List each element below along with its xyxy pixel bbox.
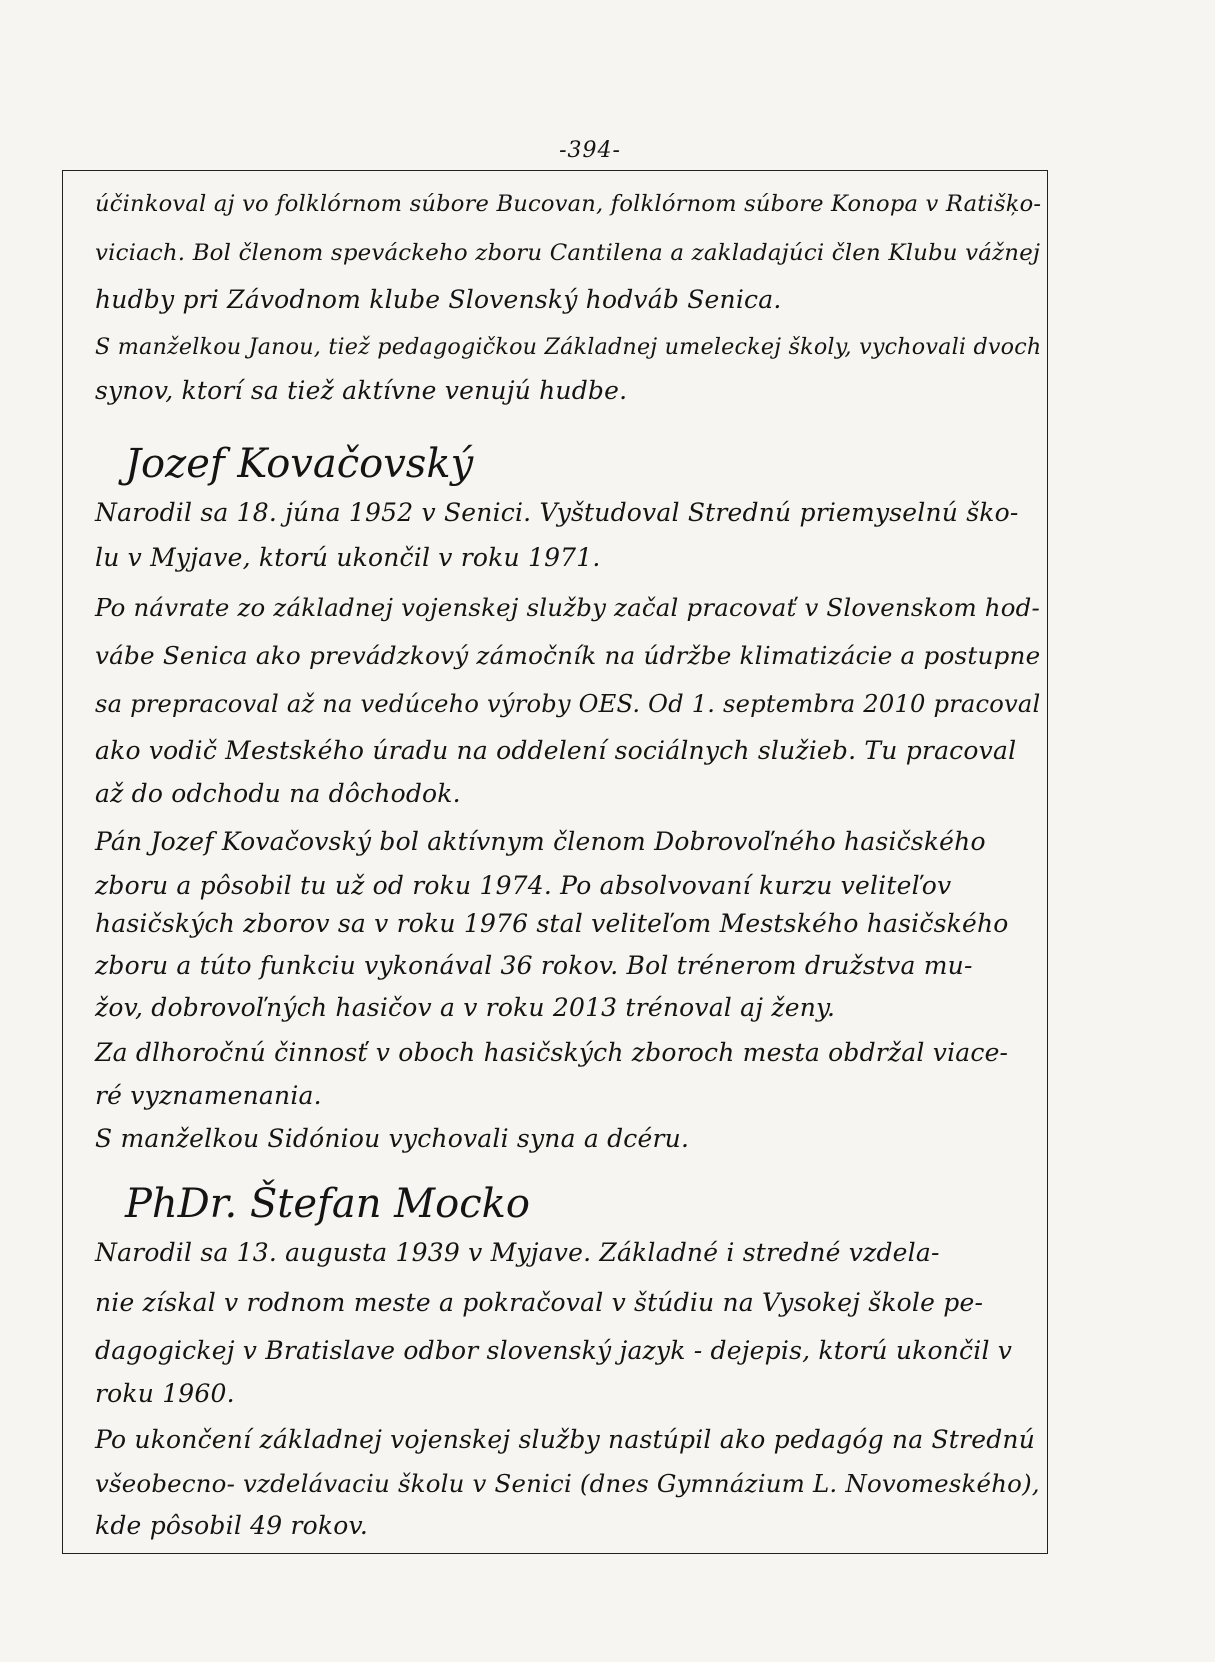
text-line: nie získal v rodnom meste a pokračoval v štúdiu na Vysokej škole pe- <box>95 1288 984 1317</box>
text-line: dagogickej v Bratislave odbor slovenský jazyk - dejepis, ktorú ukončil v <box>95 1336 1013 1365</box>
text-line: Pán Jozef Kovačovský bol aktívnym členom Dobrovoľného hasičského <box>95 827 986 856</box>
text-line: Po návrate zo základnej vojenskej služby začal pracovať v Slovenskom hod- <box>95 593 1040 622</box>
text-line: ako vodič Mestského úradu na oddelení sociálnych služieb. Tu pracoval <box>95 736 1017 765</box>
text-line: sa prepracoval až na vedúceho výroby OES. Od 1. septembra 2010 pracoval <box>95 690 1041 718</box>
text-line: Narodil sa 13. augusta 1939 v Myjave. Základné i stredné vzdela- <box>95 1238 940 1267</box>
person-name-heading: Jozef Kovačovský <box>125 441 474 487</box>
page-number: -394- <box>559 138 621 163</box>
text-line: S manželkou Sidóniou vychovali syna a dcéru. <box>95 1124 690 1153</box>
text-line: ré vyznamenania. <box>95 1081 322 1110</box>
text-line: účinkoval aj vo folklórnom súbore Bucovan, folklórnom súbore Konopa v Ratišķo- <box>95 191 1042 217</box>
text-line: zboru a pôsobil tu už od roku 1974. Po absolvovaní kurzu veliteľov <box>95 871 952 900</box>
text-line: Po ukončení základnej vojenskej služby nastúpil ako pedagóg na Strednú <box>95 1425 1036 1454</box>
text-line: všeobecno- vzdelávaciu školu v Senici (dnes Gymnázium L. Novomeského), <box>95 1469 1040 1498</box>
text-line: synov, ktorí sa tiež aktívne venujú hudbe. <box>95 376 628 405</box>
text-line: hasičských zborov sa v roku 1976 stal veliteľom Mestského hasičského <box>95 909 1009 938</box>
text-line: S manželkou Janou, tiež pedagogičkou Základnej umeleckej školy, vychovali dvoch <box>95 334 1042 360</box>
text-line: kde pôsobil 49 rokov. <box>95 1511 369 1540</box>
text-line: hudby pri Závodnom klube Slovenský hodváb Senica. <box>95 285 782 314</box>
text-line: až do odchodu na dôchodok. <box>95 779 461 808</box>
text-line: Narodil sa 18. júna 1952 v Senici. Vyštudoval Strednú priemyselnú ško- <box>95 498 1019 527</box>
text-line: lu v Myjave, ktorú ukončil v roku 1971. <box>95 543 601 572</box>
text-line: roku 1960. <box>95 1379 235 1408</box>
person-name-heading: PhDr. Štefan Mocko <box>125 1181 530 1227</box>
text-line: Za dlhoročnú činnosť v oboch hasičských zboroch mesta obdržal viace- <box>95 1038 1009 1067</box>
text-line: žov, dobrovoľných hasičov a v roku 2013 trénoval aj ženy. <box>95 993 836 1022</box>
text-line: viciach. Bol členom speváckeho zboru Cantilena a zakladajúci člen Klubu vážnej <box>95 240 1041 266</box>
text-line: zboru a túto funkciu vykonával 36 rokov. Bol trénerom družstva mu- <box>95 951 973 980</box>
text-line: vábe Senica ako prevádzkový zámočník na údržbe klimatizácie a postupne <box>95 641 1041 670</box>
